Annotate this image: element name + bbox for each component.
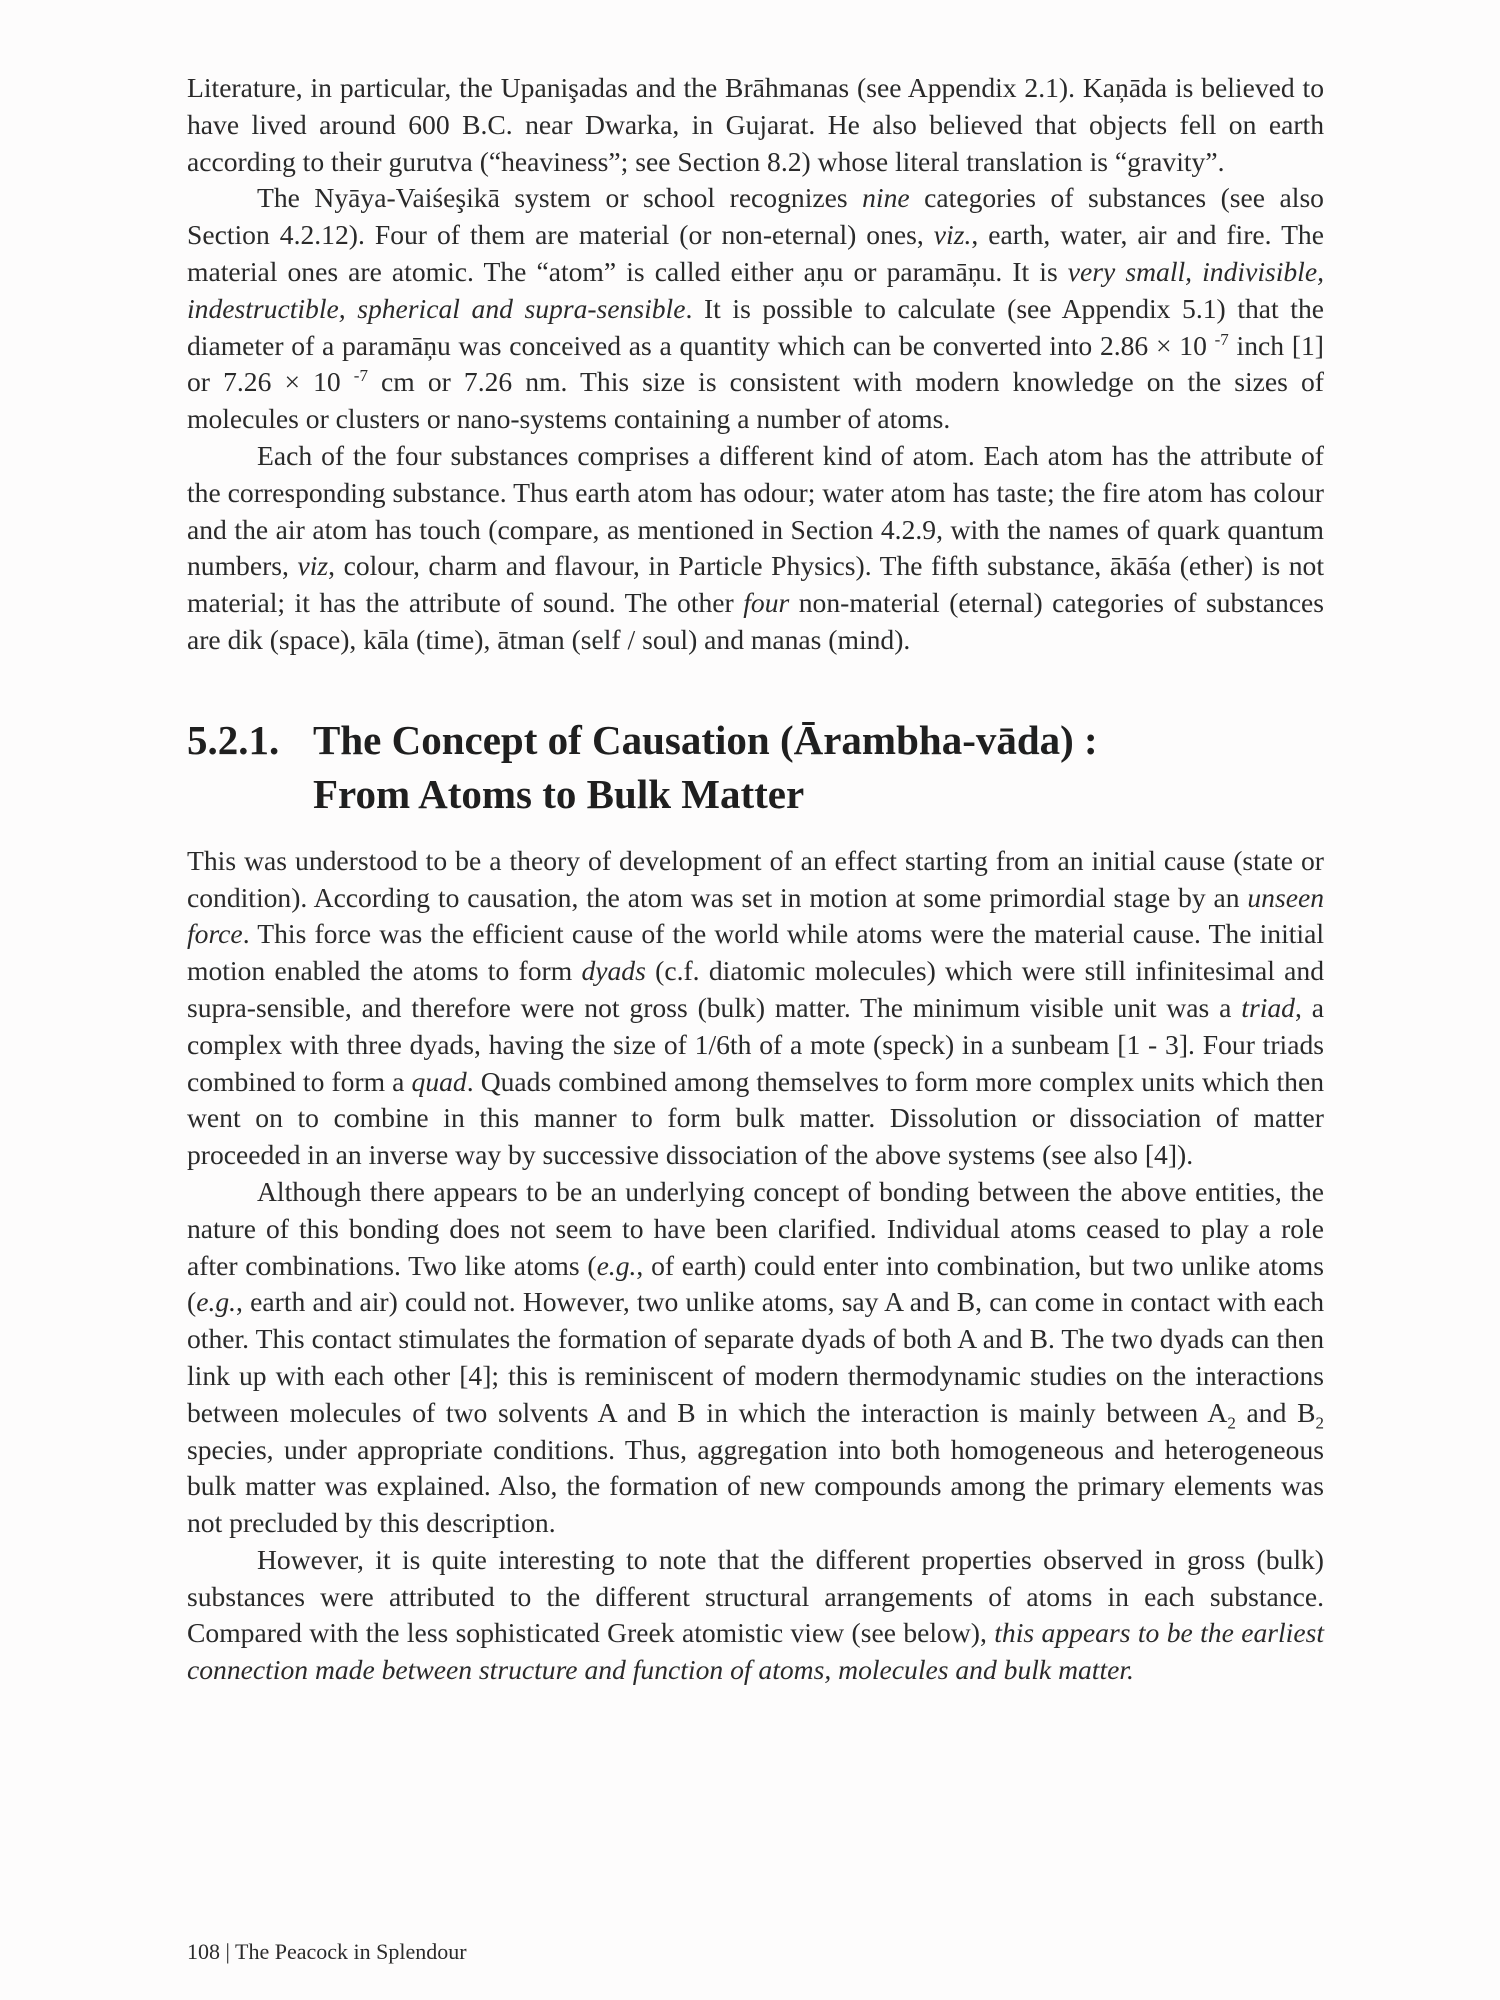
text-run: . It is possible to calculate (see Appendix 5.1) that the diameter of a paramāņu was conceived as a quantity which can be converted into 2.86 × 10 (187, 292, 1324, 361)
text-run: cm or 7.26 nm. This size is consistent with modern knowledge on the sizes of molecules or clusters or nano-systems containing a number of atoms. (187, 366, 1324, 435)
page-footer: 108 | The Peacock in Splendour (187, 1939, 467, 1964)
text-run: , colour, charm and flavour, in Particle Physics). The fifth substance, ākāśa (ether) is not material; it has the attribute of sound. The other (187, 550, 1325, 619)
text-run: -7 (1214, 329, 1229, 349)
text-run: unseen force (187, 881, 1324, 950)
text-run: non-material (eternal) categories of substances are dik (space), kāla (time), ātman (self / soul) and manas (mind). (187, 587, 1325, 655)
text-run: triad (1241, 991, 1295, 1023)
section-number: 5.2.1. (187, 716, 280, 763)
text-run: very small, indivisible, indestructible, spherical and supra-sensible (187, 255, 1324, 324)
text-run: and B (1235, 1396, 1316, 1428)
text-run: quad (411, 1065, 467, 1097)
section-title-line-1: The Concept of Causation (Ārambha-vāda) : (313, 716, 1098, 763)
text-run: Literature, in particular, the Upanişadas and the Brāhmanas (see Appendix 2.1). Kaņāda is believed to have lived around 600 B.C. near Dwarka, in Gujarat. He also believed that objects fell on earth according to their gurutva (“heaviness”; see Section 8.2) whose literal translation is “gravity”. (187, 72, 1324, 177)
top-paragraphs (187, 70, 1324, 659)
text-run: viz (297, 550, 329, 582)
paragraph (187, 70, 1324, 180)
text-run: categories of substances (see also Section 4.2.12). Four of them are material (or non-eternal) ones, (187, 182, 1324, 251)
text-run: . This force was the efficient cause of the world while atoms were the material cause. The initial motion enabled the atoms to form (187, 918, 1324, 987)
text-run: The Nyāya-Vaiśeşikā system or school recognizes (257, 182, 863, 214)
text-run: Although there appears to be an underlying concept of bonding between the above entities, the nature of this bonding does not seem to have been clarified. Individual atoms ceased to play a role after combinations. Two like atoms ( (187, 1175, 1324, 1281)
text-run: e.g. (196, 1286, 237, 1318)
paragraph (187, 1174, 1324, 1542)
text-run: , of earth) could enter into combination, but two unlike atoms ( (187, 1249, 1324, 1318)
text-run: 2 (1227, 1413, 1236, 1433)
text-run: Each of the four substances comprises a different kind of atom. Each atom has the attribute of the corresponding substance. Thus earth atom has odour; water atom has taste; the fire atom has colour and the air atom has touch (compare, as mentioned in Section 4.2.9, with the names of quark quantum numbers, (187, 439, 1324, 582)
paragraph (187, 438, 1324, 659)
section-title (313, 713, 1324, 821)
text-run: This was understood to be a theory of development of an effect starting from an initial cause (state or condition). According to causation, the atom was set in motion at some primordial stage by an (187, 844, 1324, 913)
section-title-line-2: From Atoms to Bulk Matter (313, 770, 805, 817)
text-run: this appears to be the earliest connection made between structure and function of atoms, molecules and bulk matter. (187, 1617, 1324, 1686)
text-run: four (743, 587, 790, 619)
paragraph (187, 843, 1324, 1174)
text-run: However, it is quite interesting to note that the different properties observed in gross (bulk) substances were attributed to the different structural arrangements of atoms in each substance. Compared with the less sophisticated Greek atomistic view (see below), (187, 1543, 1324, 1649)
text-run: , earth and air) could not. However, two unlike atoms, say A and B, can come in contact with each other. This contact stimulates the formation of separate dyads of both A and B. The two dyads can then link up with each other [4]; this is reminiscent of modern thermodynamic studies on the interactions between molecules of two solvents A and B in which the interaction is mainly between A (187, 1286, 1324, 1428)
text-run: -7 (353, 366, 368, 386)
text-block (187, 70, 1324, 1689)
text-run: viz. (933, 219, 972, 251)
text-run: dyads (581, 955, 646, 987)
text-run: , earth, water, air and fire. The material ones are atomic. The “atom” is called either aņu or paramāņu. It is (187, 219, 1324, 287)
paragraph (187, 1542, 1324, 1689)
text-run: (c.f. diatomic molecules) which were still infinitesimal and supra-sensible, and therefore were not gross (bulk) matter. The minimum visible unit was a (187, 955, 1324, 1023)
text-run: e.g. (596, 1249, 637, 1281)
text-run: , a complex with three dyads, having the size of 1/6th of a mote (speck) in a sunbeam [1 - 3]. Four triads combined to form a (187, 991, 1324, 1097)
text-run: . Quads combined among themselves to form more complex units which then went on to combine in this manner to form bulk matter. Dissolution or dissociation of matter proceeded in an inverse way by successive dissociation of the above systems (see also [4]). (187, 1065, 1324, 1171)
paragraph (187, 180, 1324, 438)
section-heading (187, 713, 1324, 821)
text-run: species, under appropriate conditions. Thus, aggregation into both homogeneous and heterogeneous bulk matter was explained. Also, the formation of new compounds among the primary elements was not precluded by this description. (187, 1433, 1324, 1539)
text-run: inch [1] or 7.26 × 10 (187, 329, 1324, 398)
text-run: nine (862, 182, 910, 214)
section-paragraphs (187, 843, 1324, 1689)
text-run: 2 (1315, 1413, 1325, 1433)
